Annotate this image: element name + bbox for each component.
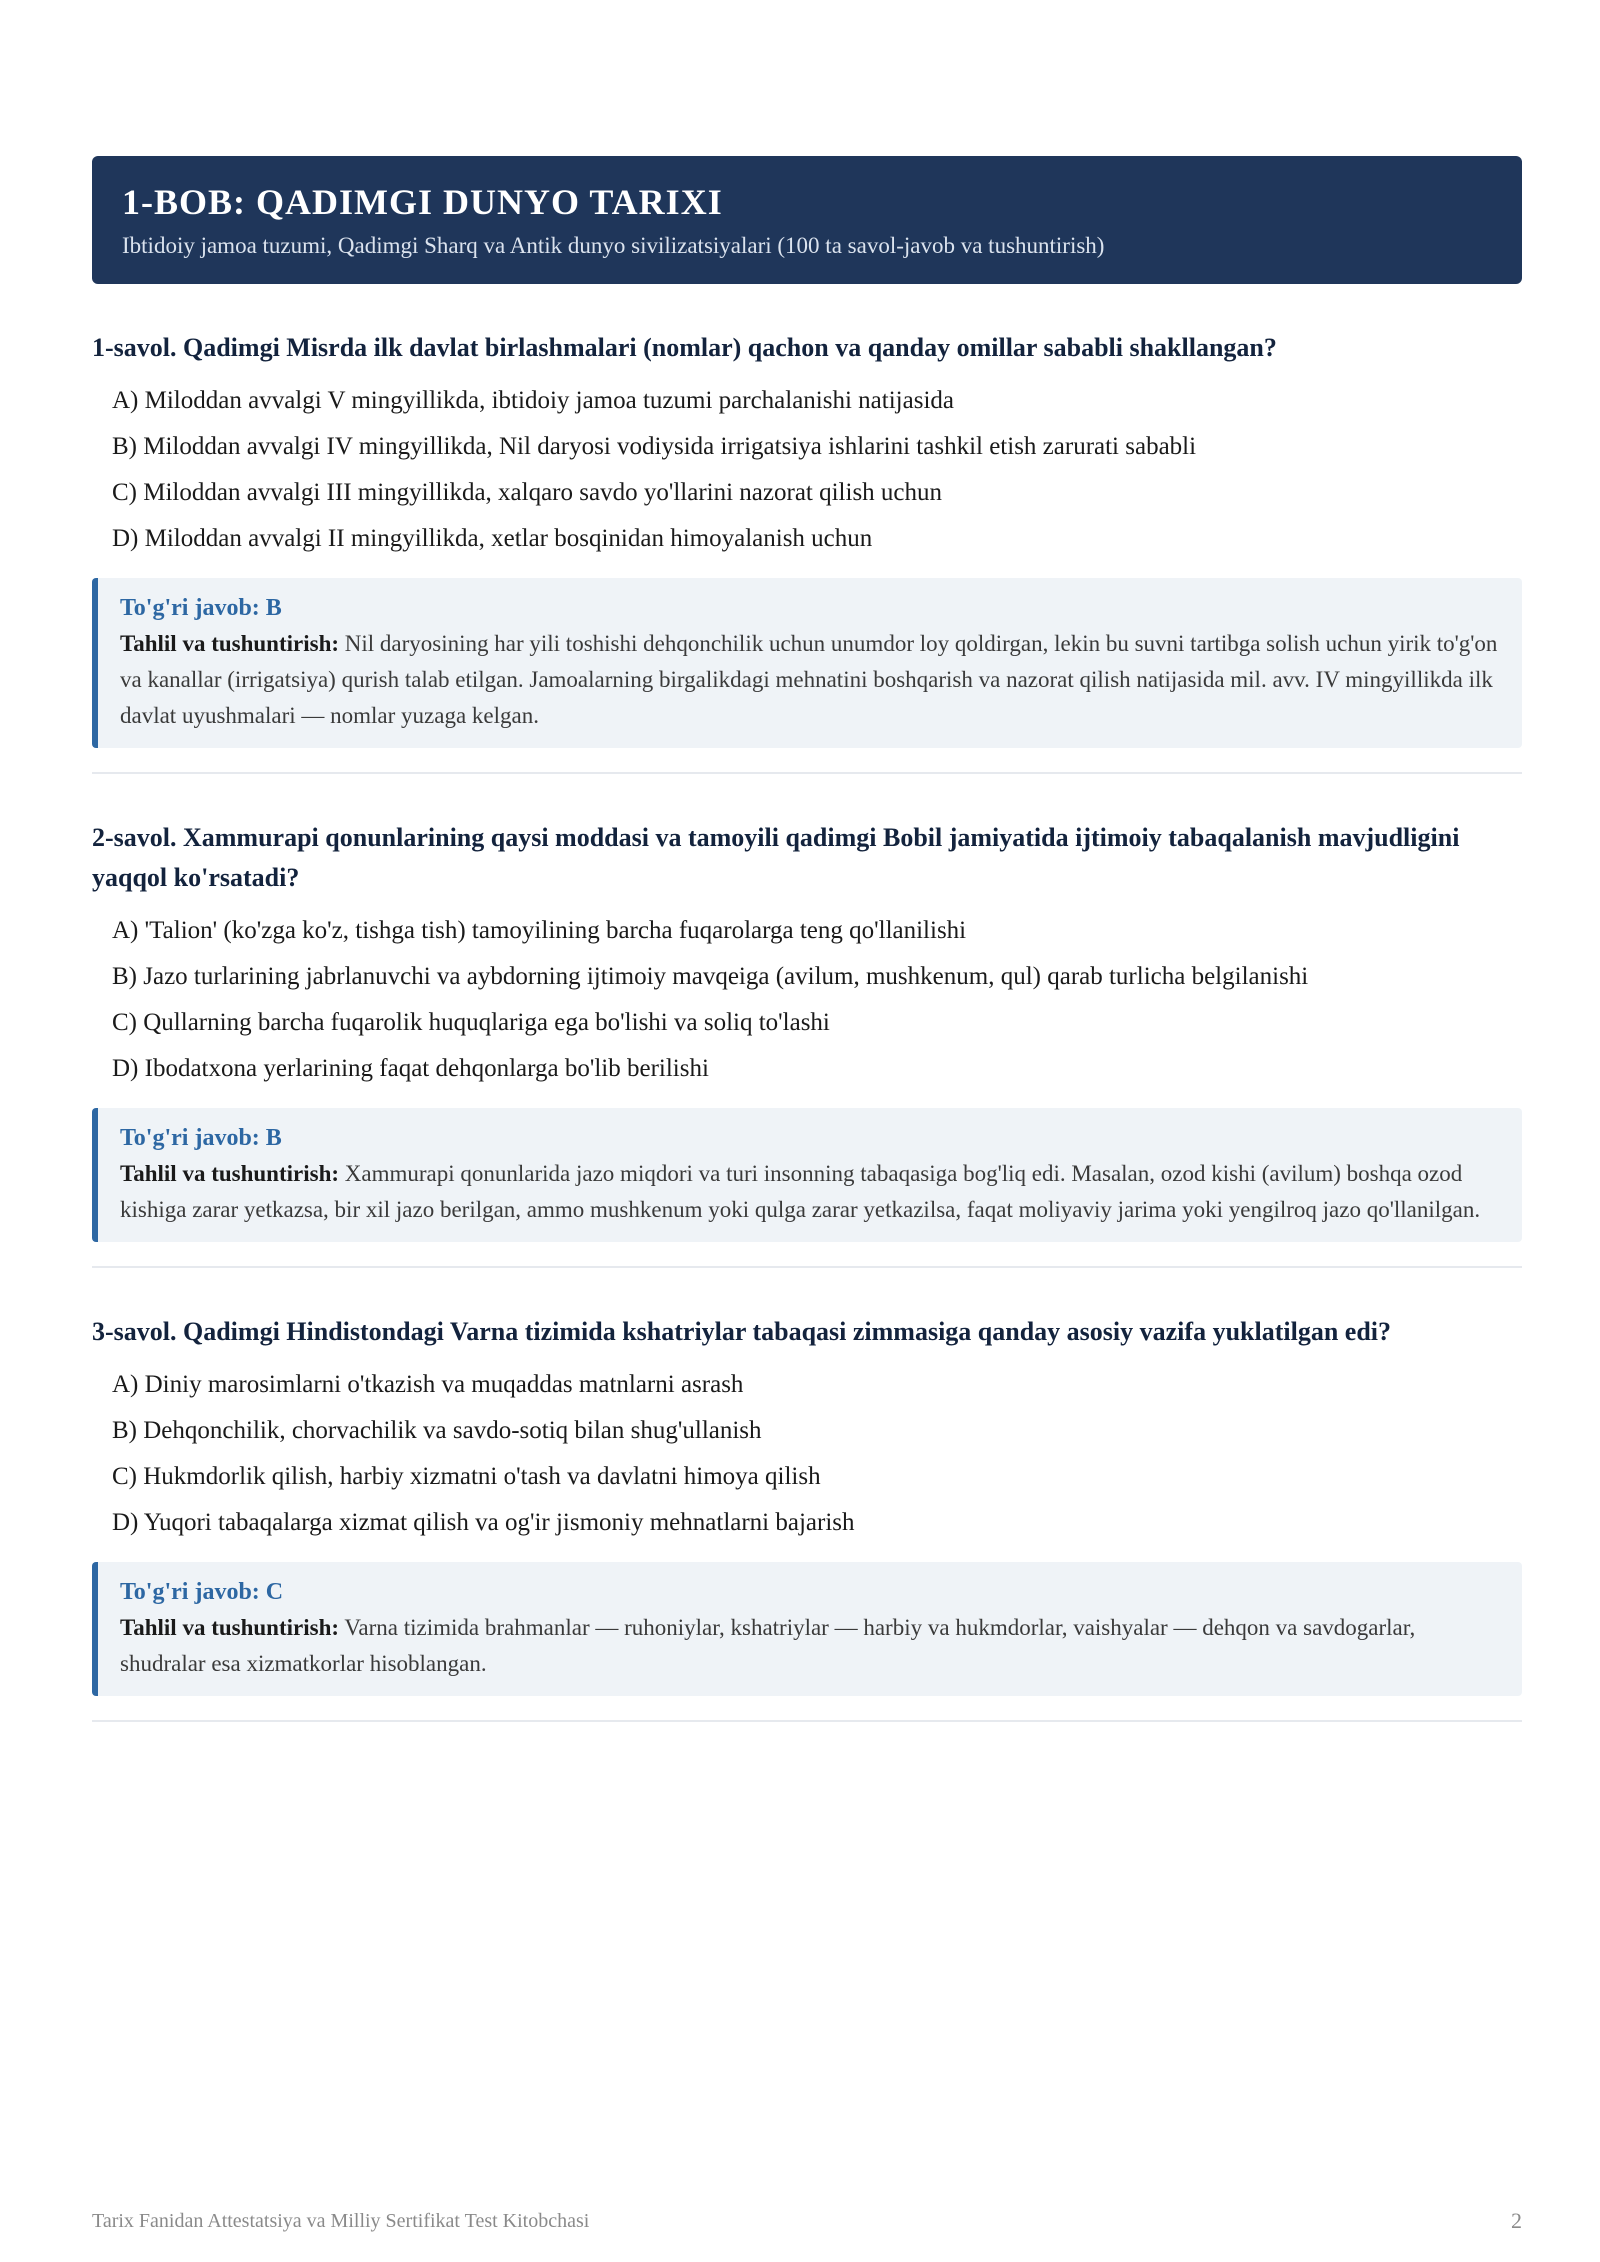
question-body: Qadimgi Misrda ilk davlat birlashmalari (nomlar) qachon va qanday omillar sababli shakllangan? <box>183 333 1277 362</box>
question-number: 2-savol. <box>92 823 177 852</box>
option-b[interactable]: B) Jazo turlarining jabrlanuvchi va aybdorning ijtimoiy mavqeiga (avilum, mushkenum, qul) qarab turlicha belgilanishi <box>112 963 1309 990</box>
question-text <box>92 328 1522 368</box>
explanation-label: Tahlil va tushuntirish: <box>120 1161 340 1186</box>
question-2 <box>92 774 1522 1268</box>
option-a[interactable]: A) 'Talion' (ko'zga ko'z, tishga tish) tamoyilining barcha fuqarolarga teng qo'llanilishi <box>112 917 967 944</box>
option-b[interactable]: B) Miloddan avvalgi IV mingyillikda, Nil daryosi vodiysida irrigatsiya ishlarini tashkil etish zarurati sababli <box>112 433 1197 460</box>
explanation-text: Xammurapi qonunlarida jazo miqdori va turi insonning tabaqasiga bog'liq edi. Masalan, ozod kishi (avilum) boshqa ozod kishiga zarar yetkazsa, bir xil jazo berilgan, ammo mushkenum yoki qulga zarar yetkazilsa, faqat moliyaviy jarima yoki yengilroq jazo qo'llanilgan. <box>120 1161 1481 1222</box>
question-3 <box>92 1268 1522 1722</box>
option-d[interactable]: D) Yuqori tabaqalarga xizmat qilish va og'ir jismoniy mehnatlarni bajarish <box>112 1509 855 1536</box>
chapter-title: 1-BOB: QADIMGI DUNYO TARIXI <box>122 182 723 222</box>
answer-box <box>92 1108 1522 1242</box>
option-d[interactable]: D) Ibodatxona yerlarining faqat dehqonlarga bo'lib berilishi <box>112 1055 709 1082</box>
chapter-subtitle: Ibtidoiy jamoa tuzumi, Qadimgi Sharq va Antik dunyo sivilizatsiyalari (100 ta savol-javob va tushuntirish) <box>122 233 1105 258</box>
footer-page-number: 2 <box>1511 2208 1522 2233</box>
answer-box <box>92 1562 1522 1696</box>
option-a[interactable]: A) Diniy marosimlarni o'tkazish va muqaddas matnlarni asrash <box>112 1371 744 1398</box>
answer-box <box>92 578 1522 748</box>
page-content <box>92 156 1522 1722</box>
question-body: Qadimgi Hindistondagi Varna tizimida kshatriylar tabaqasi zimmasiga qanday asosiy vazifa yuklatilgan edi? <box>183 1317 1391 1346</box>
chapter-banner <box>92 156 1522 284</box>
footer-book-title: Tarix Fanidan Attestatsiya va Milliy Sertifikat Test Kitobchasi <box>92 2210 590 2232</box>
explanation-label: Tahlil va tushuntirish: <box>120 631 340 656</box>
option-d[interactable]: D) Miloddan avvalgi II mingyillikda, xetlar bosqinidan himoyalanish uchun <box>112 525 873 552</box>
explanation-label: Tahlil va tushuntirish: <box>120 1615 340 1640</box>
option-a[interactable]: A) Miloddan avvalgi V mingyillikda, ibtidoiy jamoa tuzumi parchalanishi natijasida <box>112 387 954 414</box>
question-text <box>92 1312 1522 1352</box>
question-1 <box>92 284 1522 774</box>
correct-answer: To'g'ri javob: C <box>120 1579 284 1605</box>
question-number: 3-savol. <box>92 1317 177 1346</box>
explanation-text: Nil daryosining har yili toshishi dehqonchilik uchun unumdor loy qoldirgan, lekin bu suvni tartibga solish uchun yirik to'g'on va kanallar (irrigatsiya) qurish talab etilgan. Jamoalarning birgalikdagi mehnatini boshqarish va nazorat qilish natijasida mil. avv. IV mingyillikda ilk davlat uyushmalari — nomlar yuzaga kelgan. <box>120 631 1498 728</box>
question-body: Xammurapi qonunlarining qaysi moddasi va tamoyili qadimgi Bobil jamiyatida ijtimoiy tabaqalanish mavjudligini yaqqol ko'rsatadi? <box>92 823 1460 892</box>
option-b[interactable]: B) Dehqonchilik, chorvachilik va savdo-sotiq bilan shug'ullanish <box>112 1417 762 1444</box>
question-text <box>92 818 1522 898</box>
correct-answer: To'g'ri javob: B <box>120 1125 282 1151</box>
question-number: 1-savol. <box>92 333 177 362</box>
explanation <box>120 626 1498 734</box>
options-list <box>92 908 1522 1092</box>
option-c[interactable]: C) Hukmdorlik qilish, harbiy xizmatni o'tash va davlatni himoya qilish <box>112 1463 821 1490</box>
explanation <box>120 1610 1498 1682</box>
explanation <box>120 1156 1498 1228</box>
options-list <box>92 1362 1522 1546</box>
correct-answer: To'g'ri javob: B <box>120 595 282 621</box>
options-list <box>92 378 1522 562</box>
explanation-text: Varna tizimida brahmanlar — ruhoniylar, kshatriylar — harbiy va hukmdorlar, vaishyalar — dehqon va savdogarlar, shudralar esa xizmatkorlar hisoblangan. <box>120 1615 1416 1676</box>
option-c[interactable]: C) Miloddan avvalgi III mingyillikda, xalqaro savdo yo'llarini nazorat qilish uchun <box>112 479 943 506</box>
option-c[interactable]: C) Qullarning barcha fuqarolik huquqlariga ega bo'lishi va soliq to'lashi <box>112 1009 830 1036</box>
